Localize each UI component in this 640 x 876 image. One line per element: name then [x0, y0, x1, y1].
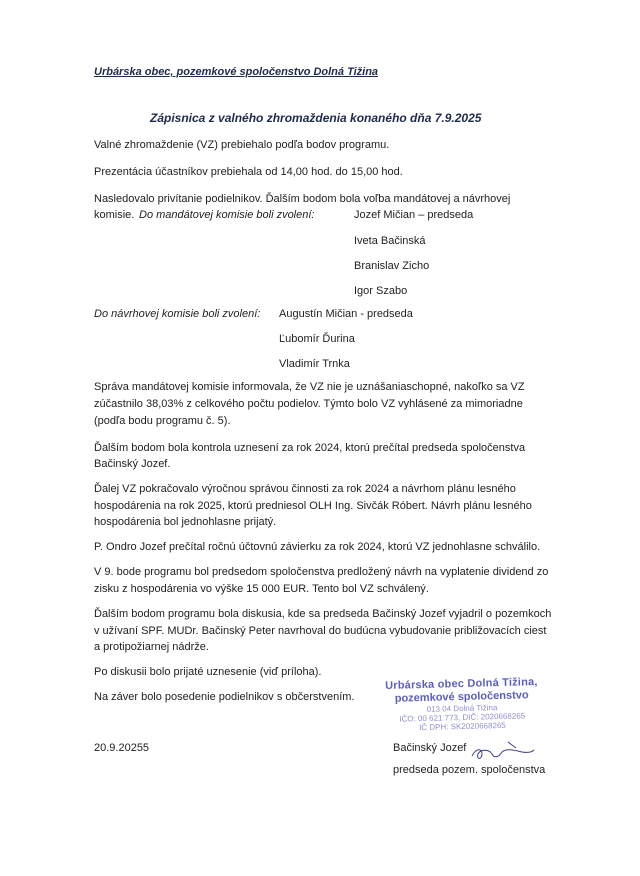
- paragraph-line: a protipožiarnej nádrže.: [94, 641, 209, 653]
- paragraph-line: zúčastnilo 38,03% z celkového počtu podielov. Týmto bolo VZ vyhlásené za mimoriadne: [94, 398, 523, 410]
- stamp-line: pozemkové spoločenstvo: [394, 689, 529, 705]
- mandate-member: Igor Szabo: [354, 285, 408, 297]
- paragraph-line: hospodárenia na rok 2025, ktorú predniesol OLH Ing. Sivčák Róbert. Návrh plánu lesného: [94, 500, 532, 512]
- mandate-member: Iveta Bačinská: [354, 235, 426, 247]
- mandate-member: Branislav Zicho: [354, 260, 430, 272]
- paragraph-line: Ďalším bodom bola kontrola uznesení za rok 2024, ktorú prečítal predseda spoločenstva: [94, 442, 526, 454]
- proposal-member: Ľubomír Ďurina: [279, 333, 355, 345]
- signatory-role: predseda pozem. spoločenstva: [393, 764, 546, 776]
- paragraph-line: v užívaní SPF. MUDr. Bačinský Peter navrhoval do budúcna vybudovanie približovacích ciest: [94, 625, 547, 637]
- paragraph-line: (podľa bodu programu č. 5).: [94, 415, 231, 427]
- stamp-line: 013 04 Dolná Tižina: [426, 703, 498, 714]
- paragraph: komisie.: [94, 209, 135, 221]
- proposal-member: Augustín Mičian - predseda: [279, 308, 413, 320]
- mandate-commission-label: Do mandátovej komisie boli zvolení:: [139, 209, 315, 221]
- paragraph: Po diskusii bolo prijaté uznesenie (viď príloha).: [94, 666, 322, 678]
- paragraph-line: V 9. bode programu bol predsedom spoločenstva predložený návrh na vyplatenie dividend zo: [94, 566, 549, 578]
- paragraph-line: Ďalej VZ pokračovalo výročnou správou činnosti za rok 2024 a návrhom plánu lesného: [94, 483, 516, 495]
- paragraph-line: zisku z hospodárenia vo výške 15 000 EUR. Tento bol VZ schválený.: [94, 583, 429, 595]
- stamp-line: Urbárska obec Dolná Tižina,: [384, 676, 538, 693]
- stamp-line: IČ DPH: SK2020668265: [419, 720, 506, 733]
- organization-header: Urbárska obec, pozemkové spoločenstvo Dolná Tižina: [94, 66, 379, 78]
- document-date: 20.9.20255: [94, 742, 150, 754]
- paragraph-line: Bačinský Jozef.: [94, 458, 171, 470]
- paragraph: Valné zhromaždenie (VZ) prebiehalo podľa bodov programu.: [94, 139, 390, 151]
- paragraph: Prezentácia účastníkov prebiehala od 14,00 hod. do 15,00 hod.: [94, 166, 403, 178]
- document-title: Zápisnica z valného zhromaždenia konaného dňa 7.9.2025: [150, 111, 482, 125]
- proposal-member: Vladimír Trnka: [279, 358, 350, 370]
- mandate-member: Jozef Mičian – predseda: [354, 209, 474, 221]
- paragraph-line: Ďalším bodom programu bola diskusia, kde sa predseda Bačinský Jozef vyjadril o pozemkoch: [94, 608, 552, 620]
- paragraph-line: Správa mandátovej komisie informovala, že VZ nie je uznášaniaschopné, nakoľko sa VZ: [94, 381, 525, 393]
- signatory-name: Bačinský Jozef: [393, 742, 467, 754]
- paragraph-line: hospodárenia bol jednohlasne prijatý.: [94, 516, 277, 528]
- paragraph: P. Ondro Jozef prečítal ročnú účtovnú závierku za rok 2024, ktorú VZ jednohlasne schválilo.: [94, 541, 541, 553]
- organization-stamp: [371, 676, 553, 741]
- paragraph: Nasledovalo privítanie podielnikov. Ďalším bodom bola voľba mandátovej a návrhovej: [94, 193, 511, 205]
- paragraph: Na záver bolo posedenie podielnikov s občerstvením.: [94, 691, 355, 703]
- stamp-line: IČO: 00 621 773, DIČ: 2020668265: [399, 711, 526, 724]
- proposal-commission-label: Do návrhovej komisie boli zvolení:: [94, 308, 261, 320]
